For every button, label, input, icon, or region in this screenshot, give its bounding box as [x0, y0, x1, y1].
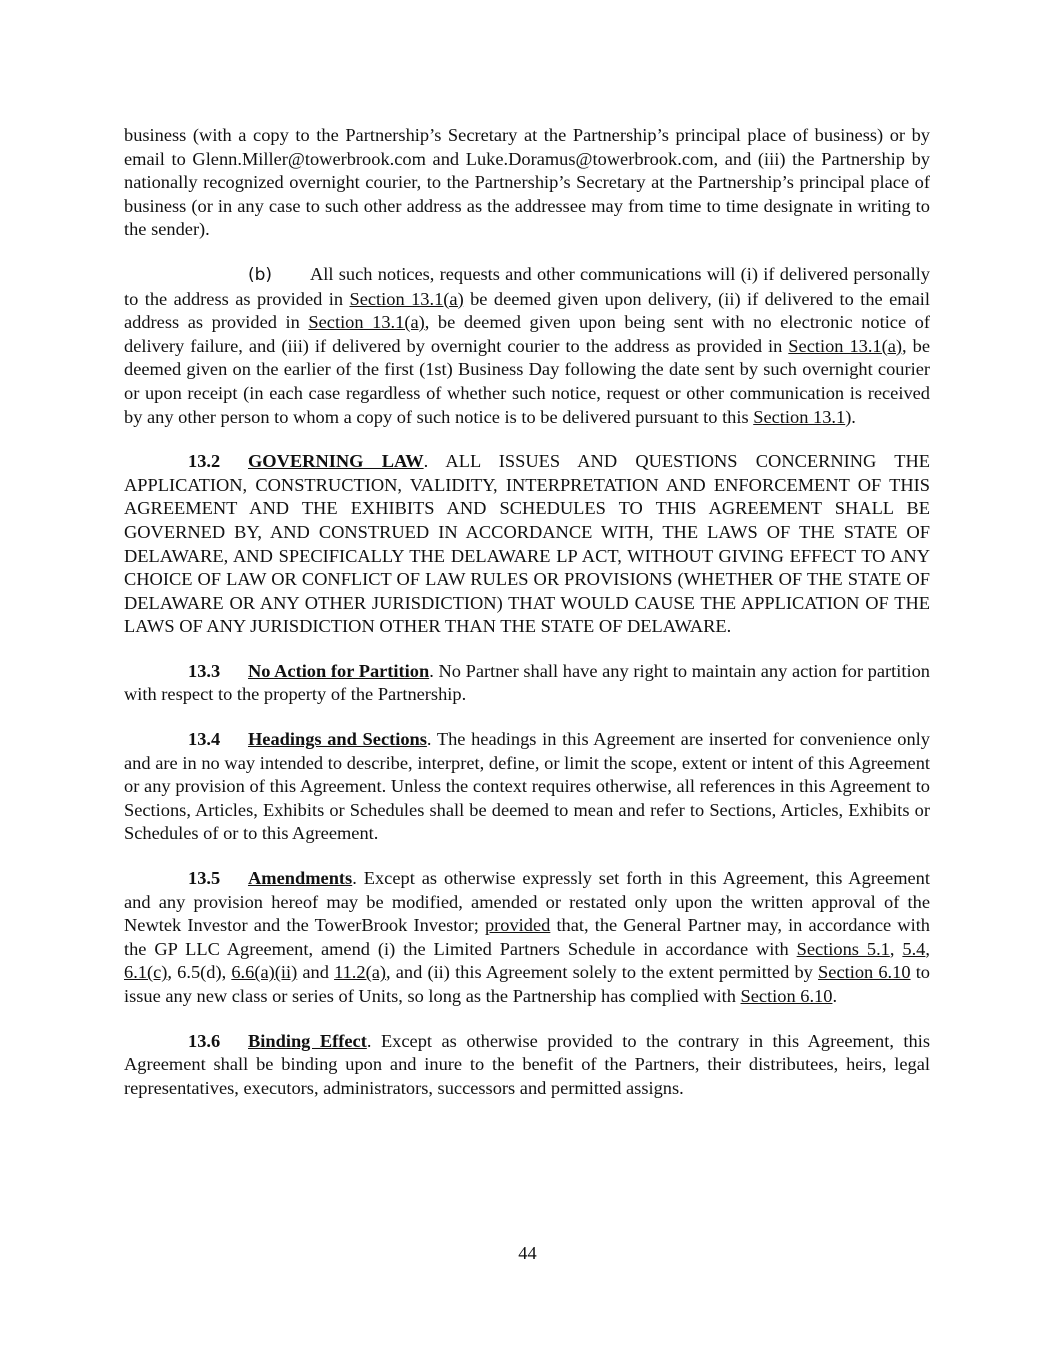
- section-13-6: 13.6 Binding Effect. Except as otherwise provided to the contrary in this Agreement, this Agreement shall be binding upon and inure to the benefit of the Partners, their distributees, heirs, legal representatives, executors, administrators, successors and permitted assigns.: [124, 1030, 930, 1098]
- section-heading: No Action for Partition: [248, 660, 430, 681]
- section-number: 13.2: [188, 451, 221, 472]
- section-reference[interactable]: Section 13.1(a): [788, 335, 903, 356]
- section-reference[interactable]: Section 6.10: [740, 986, 833, 1006]
- section-13-2: 13.2 GOVERNING LAW. ALL ISSUES AND QUESTIONS CONCERNING THE APPLICATION, CONSTRUCTION, VALIDITY, INTERPRETATION AND ENFORCEMENT OF THIS AGREEMENT AND THE EXHIBITS AND SCHEDULES TO THIS AGREEMENT SHALL BE GOVERNED BY, AND CONSTRUED IN ACCORDANCE WITH, THE LAWS OF THE STATE OF DELAWARE, AND SPECIFICALLY THE DELAWARE LP ACT, WITHOUT GIVING EFFECT TO ANY CHOICE OF LAW OR CONFLICT OF LAW RULES OR PROVISIONS (WHETHER OF THE STATE OF DELAWARE OR ANY OTHER JURISDICTION) THAT WOULD CAUSE THE APPLICATION OF THE LAWS OF ANY JURISDICTION OTHER THAN THE STATE OF DELAWARE.: [124, 451, 930, 637]
- paragraph-13-1-b: (b) All such notices, requests and other communications will (i) if delivered personally to the address as provided in Section 13.1(a) be deemed given upon delivery, (ii) if delivered to the email address as provided in Section 13.1(a), be deemed given upon being sent with no electronic notice of delivery failure, and (iii) if delivered by overnight courier to the address as provided in Section 13.1(a), be deemed given on the earlier of the first (1st) Business Day following the date sent by such overnight courier or upon receipt (in each case regardless of whether such notice, request or other communication is received by any other person to whom a copy of such notice is to be delivered pursuant to this Section 13.1).: [124, 263, 931, 427]
- section-reference[interactable]: Section 13.1(a): [308, 312, 425, 333]
- section-reference[interactable]: Section 6.10: [818, 962, 911, 983]
- section-heading: GOVERNING LAW: [248, 451, 424, 472]
- section-reference[interactable]: Section 13.1: [753, 406, 846, 427]
- paragraph-13-1-a-continued: business (with a copy to the Partnership’s Secretary at the Partnership’s principal place of business) or by email to Glenn.Miller@towerbrook.com and Luke.Doramus@towerbrook.com, and (iii) the Partnership by nationally recognized overnight courier, to the Partnership’s Secretary at the Partnership’s principal place of business (or in any case to such other address as the addressee may from time to time designate in writing to the sender).: [124, 125, 930, 240]
- section-reference[interactable]: 6.1(c): [124, 962, 168, 983]
- provided-term: provided: [484, 915, 551, 936]
- section-13-3: 13.3 No Action for Partition. No Partner shall have any right to maintain any action for partition with respect to the property of the Partnership.: [124, 660, 930, 705]
- section-reference[interactable]: 6.6(a)(ii): [231, 962, 298, 983]
- section-heading: Headings and Sections: [248, 729, 427, 750]
- page-number: 44: [518, 1243, 537, 1263]
- section-13-4: 13.4 Headings and Sections. The headings in this Agreement are inserted for convenience only and are in no way intended to describe, interpret, define, or limit the scope, extent or intent of this Agreement or any provision of this Agreement. Unless the context requires otherwise, all references in this Agreement to Sections, Articles, Exhibits or Schedules shall be deemed to mean and refer to Sections, Articles, Exhibits or Schedules of or to this Agreement.: [124, 729, 930, 844]
- section-number: 13.4: [188, 729, 221, 750]
- section-reference[interactable]: 5.4: [902, 938, 926, 959]
- section-reference[interactable]: 11.2(a): [334, 962, 386, 983]
- section-heading: Binding Effect: [248, 1030, 367, 1051]
- section-heading: Amendments: [248, 868, 353, 889]
- document-body: [124, 124, 930, 1121]
- section-reference[interactable]: Section 13.1(a): [349, 288, 464, 309]
- section-number: 13.3: [188, 660, 221, 681]
- section-reference[interactable]: Sections 5.1: [796, 938, 890, 959]
- section-number: 13.5: [188, 868, 221, 889]
- subsection-label: (b): [248, 264, 273, 285]
- section-13-5: 13.5 Amendments. Except as otherwise expressly set forth in this Agreement, this Agreement and any provision hereof may be modified, amended or restated only upon the written approval of the Newtek Investor and the TowerBrook Investor; provided that, the General Partner may, in accordance with the GP LLC Agreement, amend (i) the Limited Partners Schedule in accordance with Sections 5.1, 5.4, 6.1(c), 6.5(d), 6.6(a)(ii) and 11.2(a), and (ii) this Agreement solely to the extent permitted by Section 6.10 to issue any new class or series of Units, so long as the Partnership has complied with Section 6.10.: [124, 868, 931, 1006]
- section-number: 13.6: [188, 1030, 221, 1051]
